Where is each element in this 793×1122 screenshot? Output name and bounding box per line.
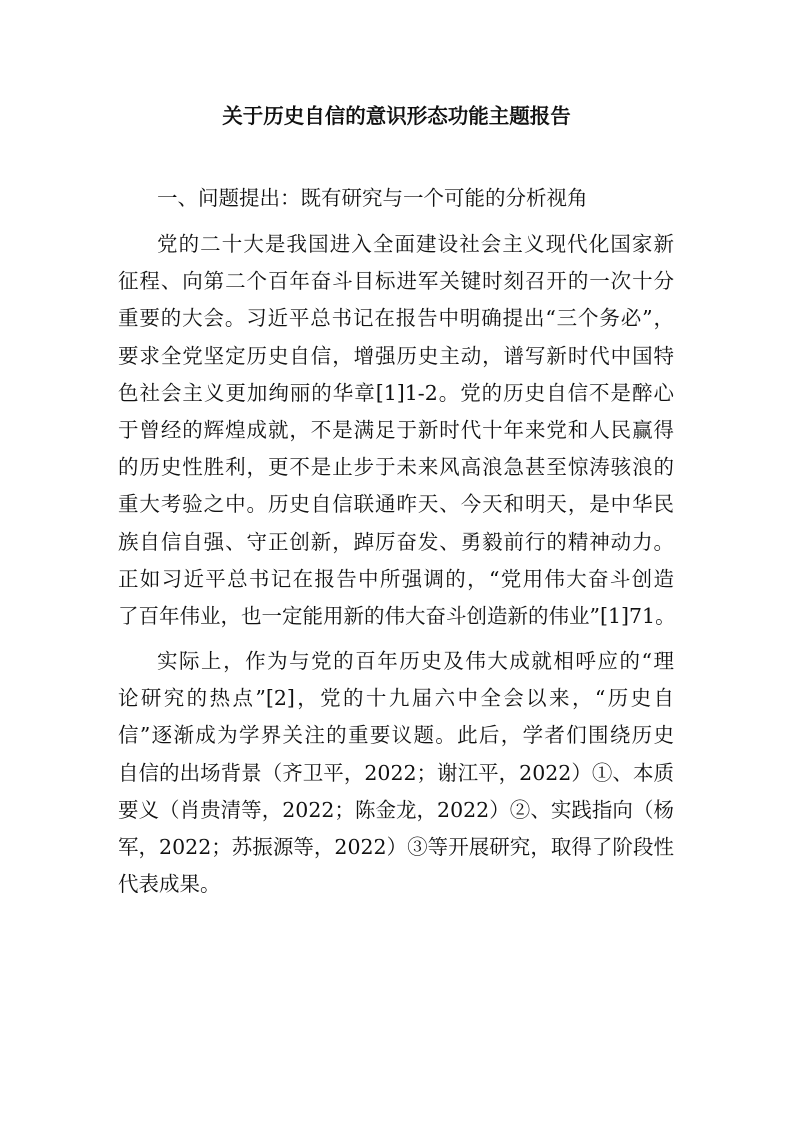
paragraph-1 [118, 226, 678, 635]
paragraph-line: 军，2022；苏振源等，2022）③等开展研究，取得了阶段性 [118, 835, 674, 859]
paragraph-line: 信”逐渐成为学界关注的重要议题。此后，学者们围绕历史 [118, 723, 674, 748]
paragraph-line: 了百年伟业，也一定能用新的伟大奋斗创造新的伟业”[1]71。 [118, 603, 676, 628]
document-body [118, 226, 678, 903]
paragraph-line: 重大考验之中。历史自信联通昨天、今天和明天，是中华民 [118, 492, 674, 517]
paragraph-line: 论研究的热点”[2]，党的十九届六中全会以来，“历史自 [118, 686, 674, 711]
paragraph-line: 色社会主义更加绚丽的华章[1]1-2。党的历史自信不是醉心 [118, 380, 674, 405]
paragraph-line: 实际上，作为与党的百年历史及伟大成就相呼应的“理 [157, 649, 674, 674]
section-heading: 一、问题提出：既有研究与一个可能的分析视角 [157, 186, 588, 210]
paragraph-line: 的历史性胜利，更不是止步于未来风高浪急甚至惊涛骇浪的 [118, 455, 674, 480]
paragraph-line: 要求全党坚定历史自信，增强历史主动，谱写新时代中国特 [118, 343, 674, 368]
paragraph-line: 代表成果。 [118, 872, 221, 897]
paragraph-line: 党的二十大是我国进入全面建设社会主义现代化国家新 [157, 232, 674, 256]
paragraph-line: 自信的出场背景（齐卫平，2022；谢江平，2022）①、本质 [118, 760, 674, 785]
paragraph-2 [118, 643, 678, 903]
paragraph-line: 征程、向第二个百年奋斗目标进军关键时刻召开的一次十分 [118, 269, 674, 294]
document-title: 关于历史自信的意识形态功能主题报告 [222, 104, 571, 128]
paragraph-line: 重要的大会。习近平总书记在报告中明确提出“三个务必”， [118, 306, 674, 331]
paragraph-line: 族自信自强、守正创新，踔厉奋发、勇毅前行的精神动力。 [118, 529, 674, 554]
paragraph-line: 于曾经的辉煌成就，不是满足于新时代十年来党和人民赢得 [118, 417, 674, 442]
paragraph-line: 正如习近平总书记在报告中所强调的，“党用伟大奋斗创造 [118, 566, 674, 591]
paragraph-line: 要义（肖贵清等，2022；陈金龙，2022）②、实践指向（杨 [118, 797, 674, 822]
